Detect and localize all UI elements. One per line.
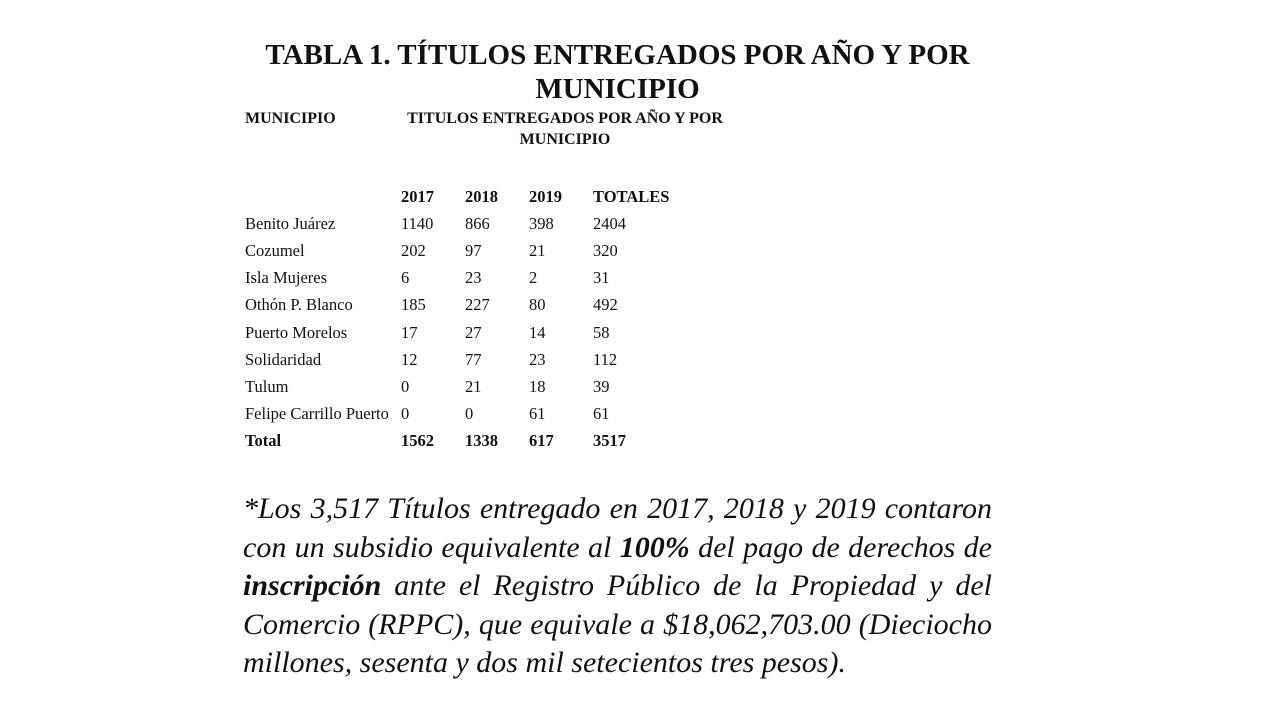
table-title: TABLA 1. TÍTULOS ENTREGADOS POR AÑO Y POR MUNICIPIO [265, 39, 970, 105]
municipio-cell: Puerto Morelos [245, 322, 348, 342]
value-cell: 61 [529, 404, 546, 424]
value-cell: 18 [529, 376, 546, 396]
total-cell: 320 [593, 240, 618, 260]
subsidy-note [243, 490, 992, 683]
table-total-row [245, 428, 693, 455]
note-percent: 100% [619, 530, 690, 564]
total-cell: 61 [593, 404, 610, 424]
table-row [245, 237, 693, 264]
column-header-2018: 2018 [465, 186, 498, 206]
note-text-3: ante el Registro Público de la Propiedad y del Comercio (RPPC), que equivale a $18,062,703.00 (Dieciocho millones, sesenta y dos mil setecientos tres pesos). [243, 569, 992, 679]
value-cell: 27 [465, 322, 482, 342]
total-cell: 31 [593, 268, 610, 288]
value-cell: 0 [465, 404, 474, 424]
column-header-totales: TOTALES [593, 186, 670, 206]
total-cell: 58 [593, 322, 610, 342]
value-cell: 185 [401, 295, 426, 315]
table-row [245, 265, 693, 292]
total-cell: 2404 [593, 213, 626, 233]
table-row [245, 373, 693, 400]
table-row [245, 346, 693, 373]
total-label-cell: Total [245, 431, 282, 451]
total-value-cell: 1338 [465, 431, 498, 451]
total-cell: 39 [593, 376, 610, 396]
value-cell: 23 [465, 268, 482, 288]
titles-table [245, 183, 693, 455]
column-header-2019: 2019 [529, 186, 562, 206]
value-cell: 17 [401, 322, 418, 342]
municipio-cell: Cozumel [245, 240, 305, 260]
value-cell: 14 [529, 322, 546, 342]
municipio-cell: Isla Mujeres [245, 268, 328, 288]
column-header-2017: 2017 [401, 186, 434, 206]
value-cell: 21 [465, 376, 482, 396]
municipio-cell: Benito Juárez [245, 213, 336, 233]
grand-total-cell: 3517 [593, 431, 626, 451]
municipio-cell: Othón P. Blanco [245, 295, 353, 315]
total-cell: 112 [593, 349, 618, 369]
value-cell: 97 [465, 240, 482, 260]
value-cell: 77 [465, 349, 482, 369]
total-cell: 492 [593, 295, 618, 315]
value-cell: 0 [401, 376, 410, 396]
value-cell: 866 [465, 213, 490, 233]
value-cell: 80 [529, 295, 546, 315]
titulos-header: TITULOS ENTREGADOS POR AÑO Y POR MUNICIPIO [407, 110, 723, 148]
value-cell: 398 [529, 213, 554, 233]
table-row [245, 210, 693, 237]
value-cell: 21 [529, 240, 546, 260]
table-header-row [245, 183, 693, 210]
value-cell: 12 [401, 349, 418, 369]
municipio-cell: Felipe Carrillo Puerto [245, 404, 389, 424]
value-cell: 202 [401, 240, 426, 260]
table-row [245, 401, 693, 428]
municipio-cell: Tulum [245, 376, 289, 396]
total-value-cell: 1562 [401, 431, 434, 451]
municipio-cell: Solidaridad [245, 349, 322, 369]
value-cell: 0 [401, 404, 410, 424]
value-cell: 23 [529, 349, 546, 369]
note-text-2: del pago de derechos de [689, 530, 992, 564]
value-cell: 2 [529, 268, 538, 288]
note-inscripcion: inscripción [243, 569, 382, 602]
municipio-header: MUNICIPIO [245, 110, 336, 127]
value-cell: 1140 [401, 213, 434, 233]
total-value-cell: 617 [529, 431, 554, 451]
column-header [245, 183, 401, 210]
table-row [245, 292, 693, 319]
value-cell: 227 [465, 295, 490, 315]
table-row [245, 319, 693, 346]
value-cell: 6 [401, 268, 410, 288]
note-text-1: *Los 3,517 Títulos entregado en 2017, 2018 y 2019 contaron con un subsidio equivalente al [243, 492, 992, 564]
